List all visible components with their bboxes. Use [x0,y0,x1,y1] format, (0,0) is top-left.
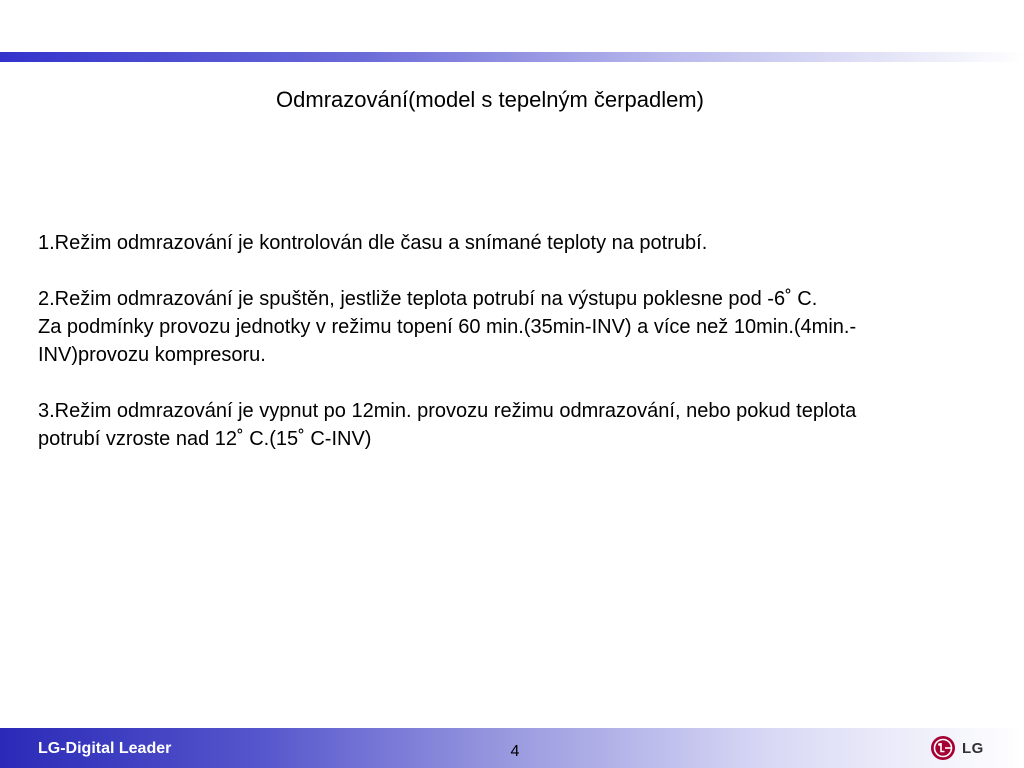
paragraph-line: Za podmínky provozu jednotky v režimu topení 60 min.(35min-INV) a více než 10min.(4min.- [38,316,857,338]
lg-logo-icon [930,735,956,761]
paragraph-line: INV)provozu kompresoru. [38,344,266,366]
paragraph-line: 2.Režim odmrazování je spuštěn, jestliže teplota potrubí na výstupu poklesne pod -6˚ C. [38,288,818,310]
paragraph-line: 1.Režim odmrazování je kontrolován dle času a snímané teploty na potrubí. [38,232,708,254]
header-accent-bar [0,52,1024,62]
paragraph-3 [38,397,998,453]
paragraph-2 [38,285,998,369]
footer-tagline: LG-Digital Leader [38,740,172,757]
paragraph-line: 3.Režim odmrazování je vypnut po 12min. provozu režimu odmrazování, nebo pokud teplota [38,400,857,422]
paragraph-1 [38,229,998,257]
slide-body [38,229,998,481]
slide-title: Odmrazování(model s tepelným čerpadlem) [276,87,704,112]
lg-logo-text: LG [962,739,984,757]
lg-logo [930,735,984,761]
footer-bar [0,728,1024,768]
page-number: 4 [510,743,520,760]
paragraph-line: potrubí vzroste nad 12˚ C.(15˚ C-INV) [38,428,372,450]
